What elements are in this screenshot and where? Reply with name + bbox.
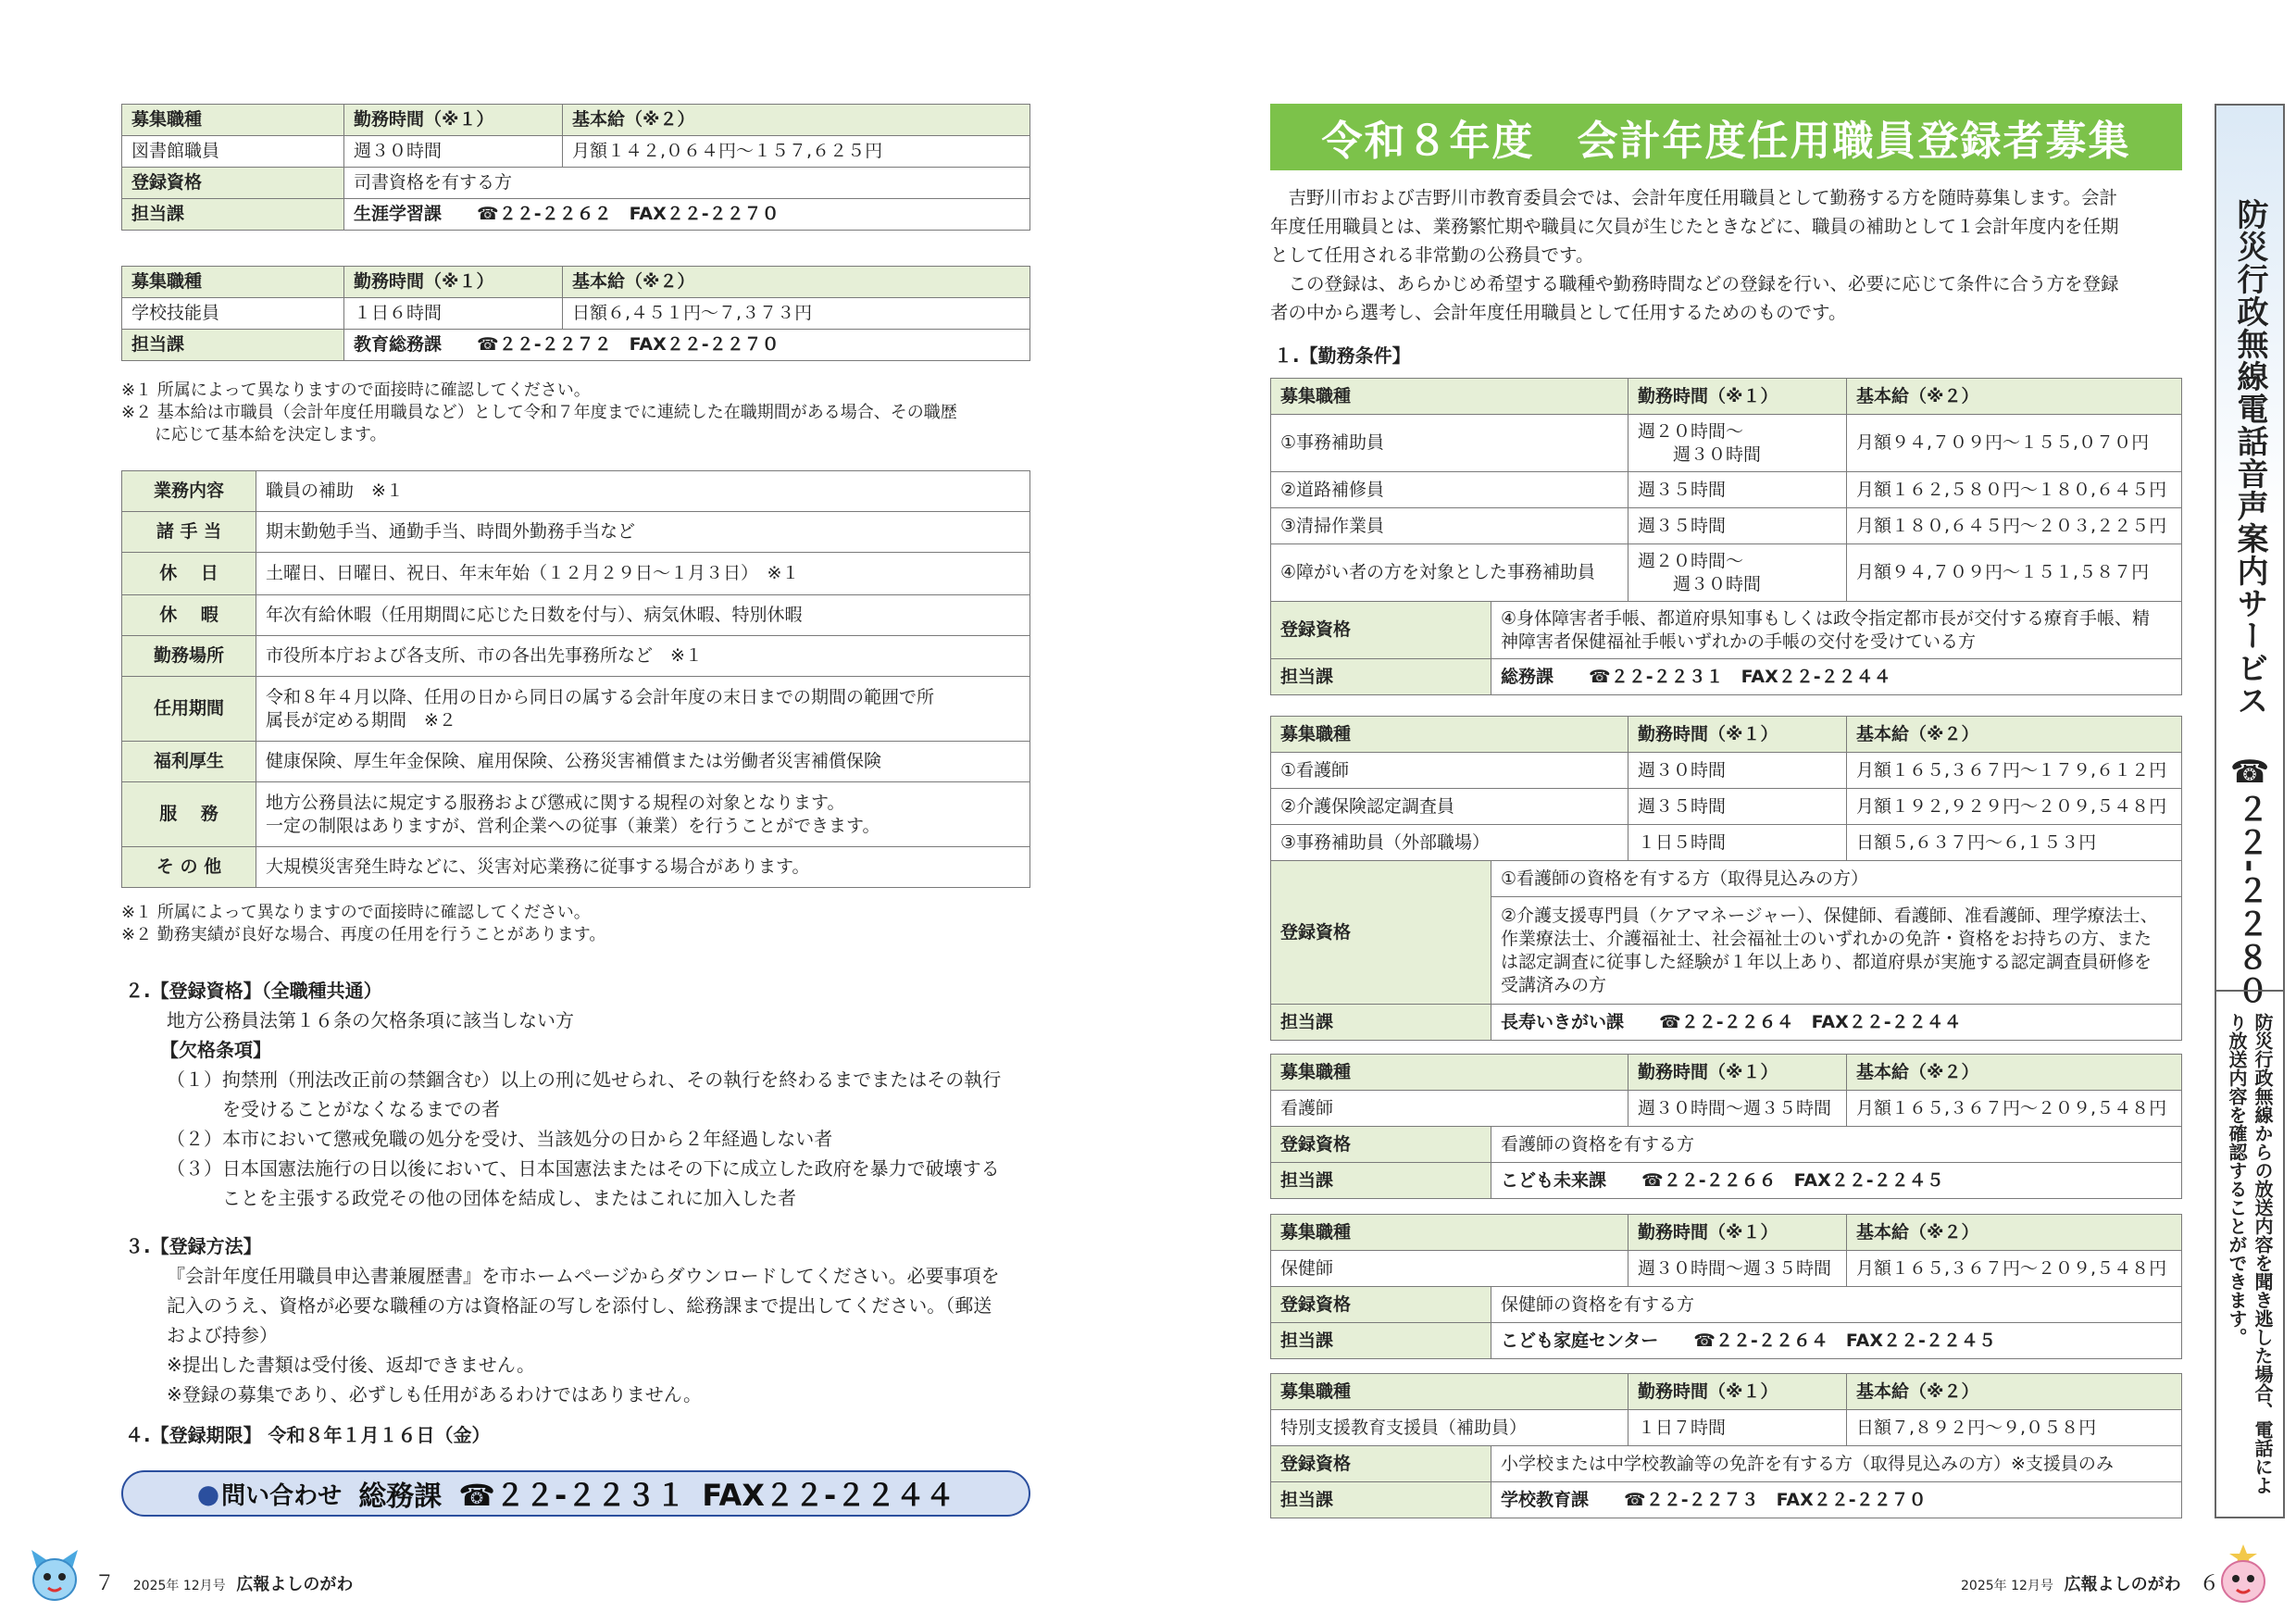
col-job: 募集職種 <box>1271 379 1628 415</box>
hours-cell: 週２０時間～ 週３０時間 <box>1628 544 1847 602</box>
qual-cell: 司書資格を有する方 <box>344 168 1030 199</box>
cond-key: 勤務場所 <box>122 636 256 677</box>
job-cell: ②介護保険認定調査員 <box>1271 789 1628 825</box>
job-cell: 保健師 <box>1271 1251 1628 1287</box>
hours-cell: 週３５時間 <box>1628 789 1847 825</box>
col-pay: 基本給（※２） <box>1847 379 2182 415</box>
qual-cell: ①看護師の資格を有する方（取得見込みの方） <box>1491 861 2182 897</box>
pay-cell: 月額１４２,０６４円～１５７,６２５円 <box>563 136 1030 168</box>
qual-label: 登録資格 <box>122 168 344 199</box>
dept-name: こども未来課 <box>1501 1169 1607 1191</box>
dept-cell <box>1491 659 2182 695</box>
mascot-icon <box>28 1548 81 1605</box>
list-item: （１）拘禁刑（刑法改正前の禁錮含む）以上の刑に処せられ、その執行を終わるまでまたはその執行 <box>167 1068 1002 1091</box>
publication: 広報よしのがわ <box>2064 1575 2181 1594</box>
col-job: 募集職種 <box>1271 1055 1628 1091</box>
issue: 2025年 12月号 <box>1961 1579 2053 1593</box>
job-cell: ③清掃作業員 <box>1271 508 1628 544</box>
section-title: ３.【登録方法】 <box>125 1235 262 1257</box>
sidebar-title: 防災行政無線電話音声案内サービス <box>2231 198 2268 717</box>
section-line: ※提出した書類は受付後、返却できません。 <box>167 1354 535 1376</box>
qual-label: 登録資格 <box>1271 602 1491 659</box>
col-job: 募集職種 <box>122 267 344 298</box>
hours-cell: 週３０時間 <box>1628 753 1847 789</box>
footer-left <box>94 1568 353 1596</box>
dept-cell <box>1491 1323 2182 1359</box>
pay-cell: 日額５,６３７円～６,１５３円 <box>1847 825 2182 861</box>
page-title: 令和８年度 会計年度任用職員登録者募集 <box>1321 118 2131 165</box>
dept-label: 担当課 <box>1271 659 1491 695</box>
sidebar-desc: 防災行政無線からの放送内容を聞き逃した場合、電話により放送内容を確認することができます。 <box>2226 1013 2274 1494</box>
dept-tel: ☎２２-２２６４ FAX２２-２２４５ <box>1693 1330 1996 1351</box>
bullet: ● <box>196 1478 220 1509</box>
hours-cell: １日５時間 <box>1628 825 1847 861</box>
pay-cell: 月額１８０,６４５円～２０３,２２５円 <box>1847 508 2182 544</box>
col-pay: 基本給（※２） <box>1847 717 2182 753</box>
dept-tel: ☎２２-２２７２ FAX２２-２２７０ <box>477 334 780 355</box>
col-hours: 勤務時間（※１） <box>1628 717 1847 753</box>
hours-cell: 週３５時間 <box>1628 508 1847 544</box>
section-2 <box>125 976 1001 1213</box>
qual-cell: 看護師の資格を有する方 <box>1491 1127 2182 1163</box>
section-line: 記入のうえ、資格が必要な職種の方は資格証の写しを添付し、総務課まで提出してください。（郵送 <box>167 1294 992 1317</box>
dept-cell <box>1491 1482 2182 1518</box>
section-subtitle: 【欠格条項】 <box>160 1039 271 1061</box>
pay-cell: 月額９４,７０９円～１５５,０７０円 <box>1847 415 2182 472</box>
col-job: 募集職種 <box>1271 1215 1628 1251</box>
publication: 広報よしのがわ <box>236 1575 354 1594</box>
title-banner <box>1270 104 2182 170</box>
intro <box>1270 183 2119 327</box>
cond-val: 年次有給休暇（任用期間に応じた日数を付与）、病気休暇、特別休暇 <box>256 595 1030 636</box>
qual-cell: ②介護支援専門員（ケアマネージャー）、保健師、看護師、准看護師、理学療法士、 作業療法士、介護福祉士、社会福祉士のいずれかの免許・資格をお持ちの方、また は認定調査に従事した経験が１年以上あり、都道府県が実施する認定調査員研修を 受講済みの方 <box>1491 897 2182 1005</box>
col-job: 募集職種 <box>1271 1374 1628 1410</box>
col-job: 募集職種 <box>122 105 344 136</box>
section-4: ４.【登録期限】 令和８年１月１６日（金） <box>125 1424 491 1446</box>
contact-box <box>121 1470 1030 1517</box>
contact-tel: ☎２２-２２３１ <box>458 1478 686 1513</box>
issue: 2025年 12月号 <box>132 1579 226 1593</box>
dept-label: 担当課 <box>1271 1323 1491 1359</box>
dept-tel: ☎２２-２２７３ FAX２２-２２７０ <box>1624 1489 1927 1510</box>
pay-cell: 月額１６５,３６７円～２０９,５４８円 <box>1847 1251 2182 1287</box>
col-job: 募集職種 <box>1271 717 1628 753</box>
page-number: ７ <box>94 1572 116 1595</box>
dept-cell <box>1491 1163 2182 1199</box>
cond-key: 任用期間 <box>122 677 256 742</box>
hours-cell: 週３０時間～週３５時間 <box>1628 1091 1847 1127</box>
job-cell: ②道路補修員 <box>1271 472 1628 508</box>
dept-name: 総務課 <box>1501 666 1554 687</box>
dept-name: 学校教育課 <box>1501 1489 1590 1510</box>
intro-line: 年度任用職員とは、業務繁忙期や職員に欠員が生じたときなどに、職員の補助として１会計年度内を任期 <box>1270 216 2119 237</box>
pay-cell: 日額７,８９２円～９,０５８円 <box>1847 1410 2182 1446</box>
section-line: 『会計年度任用職員申込書兼履歴書』を市ホームページからダウンロードしてください。必要事項を <box>167 1265 1000 1287</box>
qual-cell: 保健師の資格を有する方 <box>1491 1287 2182 1323</box>
mascot-right <box>2216 1543 2270 1605</box>
pay-cell: 月額９４,７０９円～１５１,５８７円 <box>1847 544 2182 602</box>
section-3 <box>125 1231 1000 1409</box>
table-special-support <box>1270 1373 2182 1518</box>
note-line: ※２ 勤務実績が良好な場合、再度の任用を行うことがあります。 <box>121 925 606 944</box>
col-hours: 勤務時間（※１） <box>344 105 563 136</box>
col-pay: 基本給（※２） <box>563 105 1030 136</box>
table-school-staff <box>121 266 1030 361</box>
pay-cell: 月額１６５,３６７円～１７９,６１２円 <box>1847 753 2182 789</box>
list-item: ことを主張する政党その他の団体を結成し、またはこれに加入した者 <box>167 1187 796 1209</box>
list-item: （２）本市において懲戒免職の処分を受け、当該処分の日から２年経過しない者 <box>167 1128 833 1150</box>
sidebar-service <box>2215 104 2285 1518</box>
job-cell: ①看護師 <box>1271 753 1628 789</box>
dept-tel: ☎２２-２２３１ FAX２２-２２４４ <box>1589 666 1891 687</box>
cond-key: 休 日 <box>122 553 256 595</box>
hours-cell: １日７時間 <box>1628 1410 1847 1446</box>
qual-label: 登録資格 <box>1271 1287 1491 1323</box>
note-line: ※２ 基本給は市職員（会計年度任用職員など）として令和７年度までに連続した在職期間がある場合、その職歴 <box>121 403 957 422</box>
dept-cell <box>344 199 1030 231</box>
cond-key: 諸 手 当 <box>122 512 256 553</box>
cond-val: 大規模災害発生時などに、災害対応業務に従事する場合があります。 <box>256 847 1030 888</box>
mascot-icon <box>2216 1543 2270 1605</box>
cond-key: そ の 他 <box>122 847 256 888</box>
col-hours: 勤務時間（※１） <box>1628 1055 1847 1091</box>
table-nurse <box>1270 1054 2182 1199</box>
note-line: ※１ 所属によって異なりますので面接時に確認してください。 <box>121 903 591 922</box>
cond-key: 服 務 <box>122 782 256 847</box>
notes-2 <box>121 902 605 946</box>
dept-label: 担当課 <box>1271 1005 1491 1041</box>
section-title: ２.【登録資格】（全職種共通） <box>125 980 382 1002</box>
list-item: を受けることがなくなるまでの者 <box>167 1098 500 1120</box>
section-1-title: １.【勤務条件】 <box>1274 344 1411 367</box>
dept-cell <box>344 330 1030 361</box>
dept-label: 担当課 <box>122 330 344 361</box>
hours-cell: 週２０時間～ 週３０時間 <box>1628 415 1847 472</box>
hours-cell: 週３０時間 <box>344 136 563 168</box>
col-hours: 勤務時間（※１） <box>1628 1374 1847 1410</box>
cond-key: 業務内容 <box>122 471 256 512</box>
table-care-staff <box>1270 716 2182 1041</box>
qual-cell: ④身体障害者手帳、都道府県知事もしくは政令指定都市長が交付する療育手帳、精 神障害者保健福祉手帳いずれかの手帳の交付を受けている方 <box>1491 602 2182 659</box>
mascot-left <box>28 1548 81 1605</box>
cond-key: 福利厚生 <box>122 742 256 782</box>
dept-label: 担当課 <box>1271 1482 1491 1518</box>
col-hours: 勤務時間（※１） <box>1628 379 1847 415</box>
dept-name: 長寿いきがい課 <box>1501 1011 1625 1032</box>
dept-name: 生涯学習課 <box>354 204 443 224</box>
pay-cell: 月額１９２,９２９円～２０９,５４８円 <box>1847 789 2182 825</box>
footer-right <box>1961 1568 2219 1596</box>
section-line: 地方公務員法第１６条の欠格条項に該当しない方 <box>167 1009 574 1031</box>
table-general-staff <box>1270 378 2182 695</box>
col-pay: 基本給（※２） <box>1847 1374 2182 1410</box>
hours-cell: １日６時間 <box>344 298 563 330</box>
cond-val: 土曜日、日曜日、祝日、年末年始（１２月２９日～１月３日） ※１ <box>256 553 1030 595</box>
dept-name: 教育総務課 <box>354 334 443 355</box>
col-pay: 基本給（※２） <box>563 267 1030 298</box>
pay-cell: 月額１６５,３６７円～２０９,５４８円 <box>1847 1091 2182 1127</box>
cond-val: 地方公務員法に規定する服務および懲戒に関する規程の対象となります。 一定の制限はありますが、営利企業への従事（兼業）を行うことができます。 <box>256 782 1030 847</box>
dept-cell <box>1491 1005 2182 1041</box>
contact-fax: FAX２２-２２４４ <box>702 1478 955 1513</box>
job-cell: 図書館職員 <box>122 136 344 168</box>
col-pay: 基本給（※２） <box>1847 1055 2182 1091</box>
cond-key: 休 暇 <box>122 595 256 636</box>
job-cell: 看護師 <box>1271 1091 1628 1127</box>
col-pay: 基本給（※２） <box>1847 1215 2182 1251</box>
notes-1 <box>121 380 957 446</box>
qual-label: 登録資格 <box>1271 1127 1491 1163</box>
job-cell: 学校技能員 <box>122 298 344 330</box>
col-hours: 勤務時間（※１） <box>1628 1215 1847 1251</box>
table-public-health-nurse <box>1270 1214 2182 1359</box>
pay-cell: 月額１６２,５８０円～１８０,６４５円 <box>1847 472 2182 508</box>
intro-line: 者の中から選考し、会計年度任用職員として任用するためのものです。 <box>1270 302 1847 323</box>
pay-cell: 日額６,４５１円～７,３７３円 <box>563 298 1030 330</box>
contact-label: 問い合わせ <box>221 1481 343 1510</box>
section-line: ※登録の募集であり、必ずしも任用があるわけではありません。 <box>167 1383 702 1405</box>
job-cell: 特別支援教育支援員（補助員） <box>1271 1410 1628 1446</box>
cond-val: 令和８年４月以降、任用の日から同日の属する会計年度の末日までの期間の範囲で所 属長が定める期間 ※２ <box>256 677 1030 742</box>
list-item: （３）日本国憲法施行の日以後において、日本国憲法またはその下に成立した政府を暴力で破壊する <box>167 1157 1000 1180</box>
dept-label: 担当課 <box>1271 1163 1491 1199</box>
note-line: に応じて基本給を決定します。 <box>121 425 387 444</box>
contact-dept: 総務課 <box>358 1480 443 1513</box>
hours-cell: 週３０時間～週３５時間 <box>1628 1251 1847 1287</box>
dept-tel: ☎２２-２２６２ FAX２２-２２７０ <box>477 204 780 224</box>
qual-label: 登録資格 <box>1271 1446 1491 1482</box>
note-line: ※１ 所属によって異なりますので面接時に確認してください。 <box>121 381 591 400</box>
dept-tel: ☎２２-２２６４ FAX２２-２２４４ <box>1659 1011 1962 1032</box>
section-line: および持参） <box>167 1324 278 1346</box>
cond-val: 市役所本庁および各支所、市の各出先事務所など ※１ <box>256 636 1030 677</box>
qual-label: 登録資格 <box>1271 861 1491 1005</box>
job-cell: ③事務補助員（外部職場） <box>1271 825 1628 861</box>
intro-line: として任用される非常勤の公務員です。 <box>1270 244 1594 266</box>
conditions-table <box>121 470 1030 888</box>
dept-label: 担当課 <box>122 199 344 231</box>
cond-val: 期末勤勉手当、通勤手当、時間外勤務手当など <box>256 512 1030 553</box>
dept-tel: ☎２２-２２６６ FAX２２-２２４５ <box>1641 1169 1944 1191</box>
sidebar-tel: ☎２２-２２８０ <box>2231 754 2268 1008</box>
dept-name: こども家庭センター <box>1501 1330 1659 1351</box>
table-library-staff <box>121 104 1030 231</box>
job-cell: ④障がい者の方を対象とした事務補助員 <box>1271 544 1628 602</box>
cond-val: 職員の補助 ※１ <box>256 471 1030 512</box>
page-number: ６ <box>2199 1572 2220 1595</box>
intro-line: この登録は、あらかじめ希望する職種や勤務時間などの登録を行い、必要に応じて条件に合う方を登録 <box>1270 273 2119 294</box>
job-cell: ①事務補助員 <box>1271 415 1628 472</box>
hours-cell: 週３５時間 <box>1628 472 1847 508</box>
cond-val: 健康保険、厚生年金保険、雇用保険、公務災害補償または労働者災害補償保険 <box>256 742 1030 782</box>
intro-line: 吉野川市および吉野川市教育委員会では、会計年度任用職員として勤務する方を随時募集します。会計 <box>1270 187 2117 208</box>
qual-cell: 小学校または中学校教諭等の免許を有する方（取得見込みの方）※支援員のみ <box>1491 1446 2182 1482</box>
col-hours: 勤務時間（※１） <box>344 267 563 298</box>
